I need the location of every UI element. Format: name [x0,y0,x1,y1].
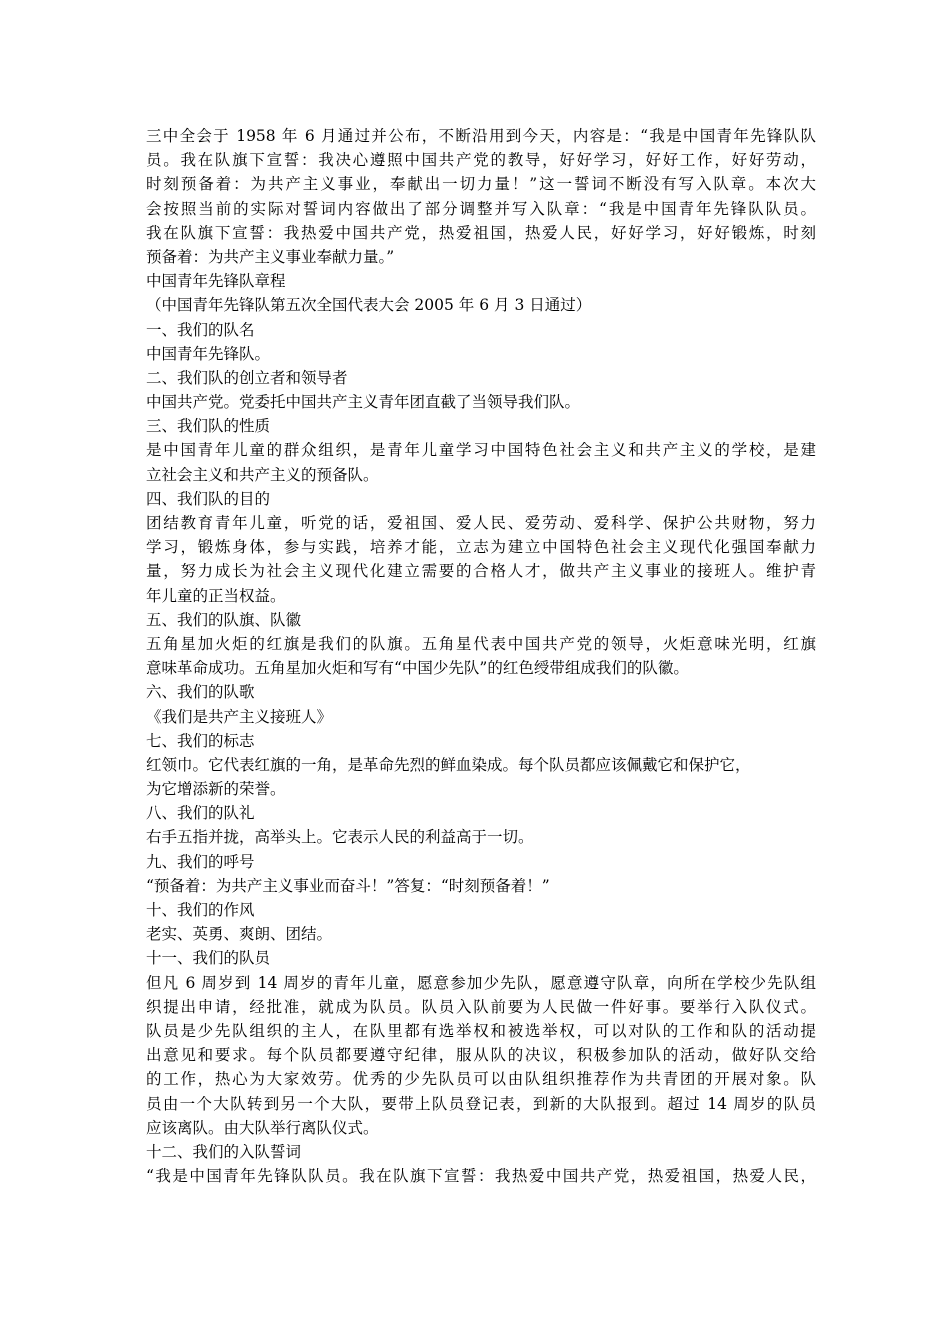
text-line: 我在队旗下宣誓：我热爱中国共产党，热爱祖国，热爱人民，好好学习，好好锻炼，时刻 [146,223,816,242]
text-line: 时刻预备着：为共产主义事业，奉献出一切力量！”这一誓词不断没有写入队章。本次大 [146,175,816,194]
text-line: 五角星加火炬的红旗是我们的队旗。五角星代表中国共产党的领导，火炬意味光明，红旗 [146,634,816,653]
text-line: 量，努力成长为社会主义现代化建立需要的合格人才，做共产主义事业的接班人。维护青 [146,562,816,581]
text-line: 老实、英勇、爽朗、团结。 [146,925,333,944]
document-body [146,124,816,1188]
text-line: 八、我们的队礼 [146,804,255,823]
text-line: 的工作，热心为大家效劳。优秀的少先队员可以由队组织推荐作为共青团的开展对象。队 [146,1070,816,1089]
text-line: 学习，锻炼身体，参与实践，培养才能，立志为建立中国特色社会主义现代化强国奉献力 [146,538,816,557]
text-line: 一、我们的队名 [146,320,255,339]
text-line: 二、我们队的创立者和领导者 [146,368,348,387]
text-line: 队员是少先队组织的主人，在队里都有选举权和被选举权，可以对队的工作和队的活动提 [146,1021,816,1040]
text-line: 七、我们的标志 [146,731,255,750]
text-line: （中国青年先锋队第五次全国代表大会 2005 年 6 月 3 日通过） [146,296,592,315]
text-line: 三、我们队的性质 [146,417,271,436]
text-line: 十一、我们的队员 [146,949,271,968]
text-line: “我是中国青年先锋队队员。我在队旗下宣誓：我热爱中国共产党，热爱祖国，热爱人民， [146,1167,816,1186]
text-line: 意味革命成功。五角星加火炬和写有“中国少先队”的红色绶带组成我们的队徽。 [146,659,689,678]
text-line: 三中全会于 1958 年 6 月通过并公布，不断沿用到今天，内容是：“我是中国青年先锋队队 [146,127,816,145]
text-line: 红领巾。它代表红旗的一角，是革命先烈的鲜血染成。每个队员都应该佩戴它和保护它， [146,755,751,774]
text-line: 立社会主义和共产主义的预备队。 [146,465,379,484]
text-line: 中国共产党。党委托中国共产主义青年团直截了当领导我们队。 [146,393,581,412]
text-line: 十、我们的作风 [146,901,255,919]
text-line: 中国青年先锋队。 [146,344,271,363]
text-line: 但凡 6 周岁到 14 周岁的青年儿童，愿意参加少先队，愿意遵守队章，向所在学校少先队组 [146,973,816,992]
text-line: 预备着：为共产主义事业奉献力量。” [146,247,395,266]
text-line: 年儿童的正当权益。 [146,586,286,605]
text-line: “预备着：为共产主义事业而奋斗！”答复：“时刻预备着！” [146,876,550,895]
text-line: 六、我们的队歌 [146,683,255,702]
text-line: 团结教育青年儿童，听党的话，爱祖国、爱人民、爱劳动、爱科学、保护公共财物，努力 [146,514,816,532]
text-line: 应该离队。由大队举行离队仪式。 [146,1118,379,1137]
text-line: 四、我们队的目的 [146,489,271,508]
text-line: 出意见和要求。每个队员都要遵守纪律，服从队的决议，积极参加队的活动，做好队交给 [146,1046,816,1065]
text-line: 是中国青年儿童的群众组织，是青年儿童学习中国特色社会主义和共产主义的学校，是建 [146,441,816,460]
text-line: 右手五指并拢，高举头上。它表示人民的利益高于一切。 [146,828,534,847]
text-line: 为它增添新的荣誉。 [146,780,286,799]
text-line: 中国青年先锋队章程 [146,272,286,291]
text-line: 织提出申请，经批准，就成为队员。队员入队前要为人民做一件好事。要举行入队仪式。 [146,997,816,1016]
text-line: 《我们是共产主义接班人》 [146,707,333,726]
text-line: 五、我们的队旗、队徽 [146,610,302,629]
text-line: 员由一个大队转到另一个大队，要带上队员登记表，到新的大队报到。超过 14 周岁的队员 [146,1094,816,1113]
text-line: 会按照当前的实际对誓词内容做出了部分调整并写入队章：“我是中国青年先锋队队员。 [146,199,816,218]
text-line: 员。我在队旗下宣誓：我决心遵照中国共产党的教导，好好学习，好好工作，好好劳动， [146,151,816,170]
text-line: 十二、我们的入队誓词 [146,1142,302,1161]
text-line: 九、我们的呼号 [146,852,255,871]
